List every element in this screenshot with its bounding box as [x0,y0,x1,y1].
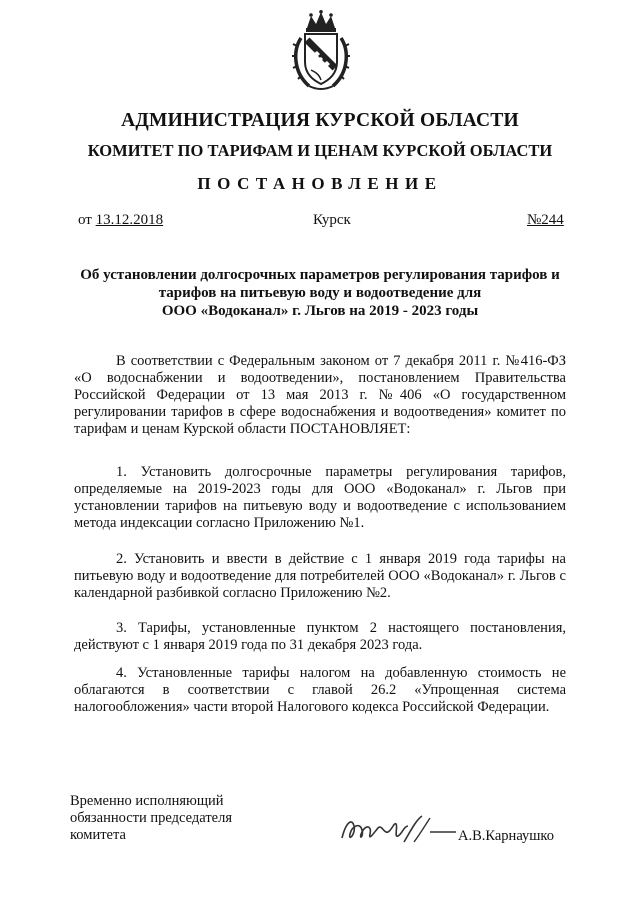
kursk-coat-of-arms-icon [289,10,353,94]
clause-3-paragraph: 3. Тарифы, установленные пунктом 2 настоящего постановления, действуют с 1 января 2019 года по 31 декабря 2023 года. [74,620,566,653]
subject-line: Об установлении долгосрочных параметров регулирования тарифов и [80,267,560,283]
document-date [78,212,163,229]
clause-2-paragraph: 2. Установить и ввести в действие с 1 января 2019 года тарифы на питьевую воду и водоотведение для потребителей ООО «Водоканал» г. Льгов с календарной разбивкой согласно Приложению №2. [74,551,566,601]
subject-line: тарифов на питьевую воду и водоотведение для [158,285,482,301]
signatory-position-line: обязанности председателя [70,810,232,826]
date-value: 13.12.2018 [95,212,164,228]
handwritten-signature-icon [338,812,458,848]
signatory-position [70,793,300,844]
administration-title: АДМИНИСТРАЦИЯ КУРСКОЙ ОБЛАСТИ [121,110,519,131]
preamble-paragraph: В соответствии с Федеральным законом от 7 декабря 2011 г. №416-ФЗ «О водоснабжении и водоотведении», постановлением Правительства Российской Федерации от 13 мая 2013 г. №406 «О государственном регулировании тарифов в сфере водоснабжения и водоотведения» комитет по тарифам и ценам Курской области ПОСТАНОВЛЯЕТ: [74,353,566,437]
committee-title: КОМИТЕТ ПО ТАРИФАМ И ЦЕНАМ КУРСКОЙ ОБЛАСТИ [87,141,553,160]
document-subject [60,266,580,320]
document-number: №244 [527,212,564,228]
subject-line: ООО «Водоканал» г. Льгов на 2019 - 2023 годы [161,303,479,319]
date-prefix: от [78,212,92,228]
signatory-name: А.В.Карнаушко [458,828,554,844]
signatory-position-line: комитета [70,827,126,843]
clause-1-paragraph: 1. Установить долгосрочные параметры регулирования тарифов, определяемые на 2019-2023 годы для ООО «Водоканал» г. Льгов при установлении тарифов на питьевую воду и водоотведение с использованием метода индексации согласно Приложению №1. [74,464,566,531]
signatory-position-line: Временно исполняющий [70,793,224,809]
document-type-title: ПОСТАНОВЛЕНИЕ [197,174,443,193]
clause-4-paragraph: 4. Установленные тарифы налогом на добавленную стоимость не облагаются в соответствии с главой 26.2 «Упрощенная система налогообложения» части второй Налогового кодекса Российской Федерации. [74,665,566,715]
document-city: Курск [313,212,351,228]
